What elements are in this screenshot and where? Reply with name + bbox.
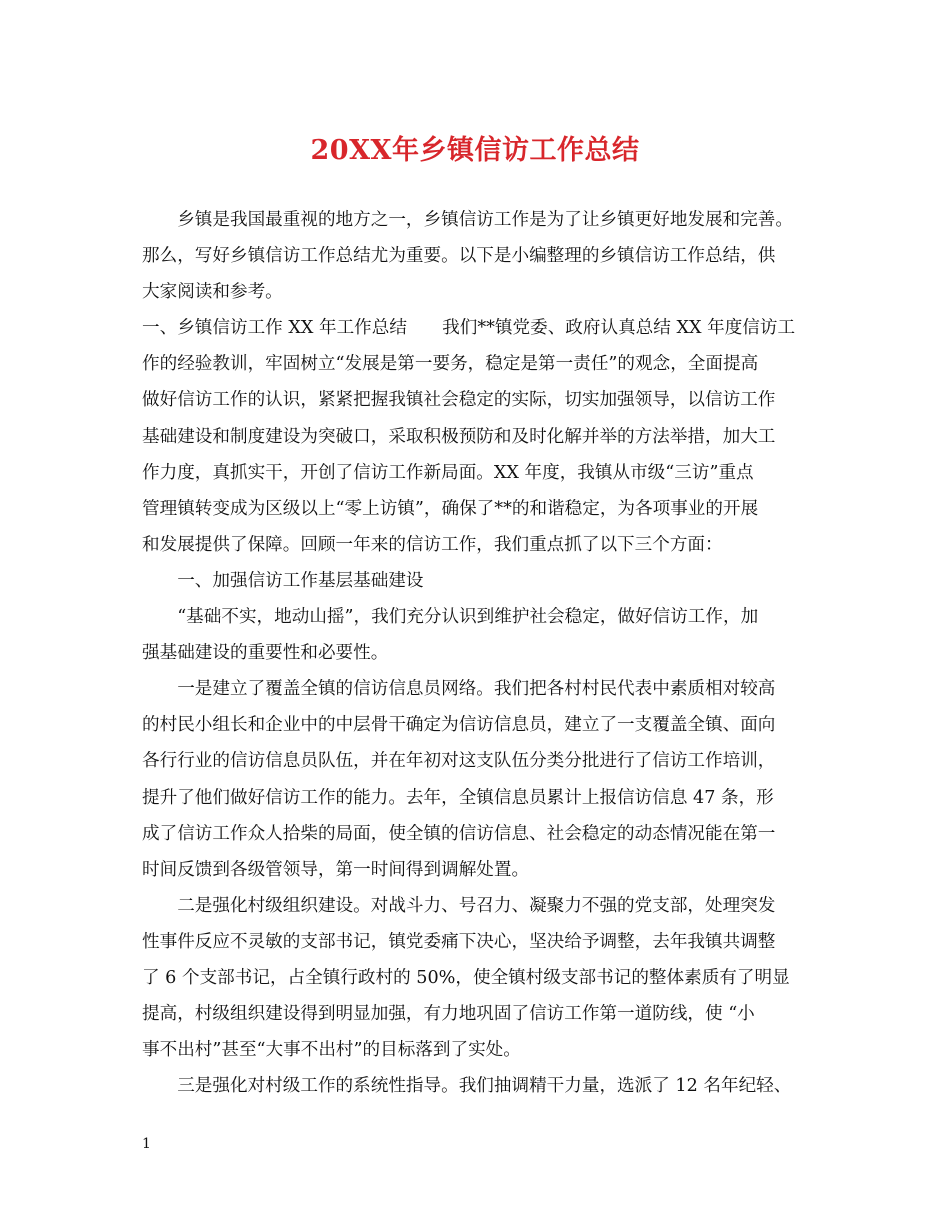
paragraph [142, 888, 818, 1068]
text-line: 基础建设和制度建设为突破口，采取积极预防和及时化解并举的方法举措，加大工 [142, 426, 776, 447]
text-line: 提高，村级组织建设得到明显加强，有力地巩固了信访工作第一道防线，使 “小 [142, 1004, 755, 1025]
text-line: 管理镇转变成为区级以上“零上访镇”，确保了**的和谐稳定，为各项事业的开展 [142, 498, 759, 519]
text-line: 事不出村”甚至“大事不出村”的目标落到了实处。 [142, 1040, 521, 1061]
text-line: 和发展提供了保障。回顾一年来的信访工作，我们重点抓了以下三个方面： [142, 534, 723, 555]
text-line: 三是强化对村级工作的系统性指导。我们抽调精干力量，选派了 12 名年纪轻、 [177, 1076, 792, 1097]
page-number: 1 [142, 1136, 151, 1152]
paragraph [142, 310, 818, 563]
text-line: 那么，写好乡镇信访工作总结尤为重要。以下是小编整理的乡镇信访工作总结，供 [142, 246, 776, 267]
text-line: “基础不实，地动山摇”，我们充分认识到维护社会稳定，做好信访工作，加 [177, 607, 759, 628]
text-line: 一、乡镇信访工作 XX 年工作总结 我们**镇党委、政府认真总结 XX 年度信访工 [142, 318, 796, 339]
text-line: 性事件反应不灵敏的支部书记，镇党委痛下决心，坚决给予调整，去年我镇共调整 [142, 931, 776, 952]
text-line: 一、加强信访工作基层基础建设 [177, 570, 424, 591]
text-line: 强基础建设的重要性和必要性。 [142, 643, 389, 664]
paragraph [142, 563, 818, 599]
text-line: 大家阅读和参考。 [142, 282, 283, 303]
paragraph [142, 202, 818, 310]
text-line: 二是强化村级组织建设。对战斗力、号召力、凝聚力不强的党支部，处理突发 [177, 895, 776, 916]
text-line: 一是建立了覆盖全镇的信访信息员网络。我们把各村村民代表中素质相对较高 [177, 679, 776, 700]
text-line: 提升了他们做好信访工作的能力。去年，全镇信息员累计上报信访信息 47 条，形 [142, 787, 774, 808]
paragraph [142, 671, 818, 888]
text-line: 各行行业的信访信息员队伍，并在年初对这支队伍分类分批进行了信访工作培训， [142, 751, 776, 772]
text-line: 的村民小组长和企业中的中层骨干确定为信访信息员，建立了一支覆盖全镇、面向 [142, 715, 776, 736]
document-body [142, 202, 818, 1104]
document-title: 20XX年乡镇信访工作总结 [310, 135, 640, 166]
paragraph [142, 1068, 818, 1104]
text-line: 做好信访工作的认识，紧紧把握我镇社会稳定的实际，切实加强领导，以信访工作 [142, 390, 776, 411]
paragraph [142, 599, 818, 671]
text-line: 成了信访工作众人拾柴的局面，使全镇的信访信息、社会稳定的动态情况能在第一 [142, 823, 776, 844]
text-line: 作力度，真抓实干，开创了信访工作新局面。XX 年度，我镇从市级“三访”重点 [142, 462, 754, 483]
text-line: 了 6 个支部书记，占全镇行政村的 50%，使全镇村级支部书记的整体素质有了明显 [142, 967, 790, 988]
text-line: 乡镇是我国最重视的地方之一，乡镇信访工作是为了让乡镇更好地发展和完善。 [177, 210, 793, 230]
text-line: 时间反馈到各级管领导，第一时间得到调解处置。 [142, 859, 530, 880]
text-line: 作的经验教训，牢固树立“发展是第一要务，稳定是第一责任”的观念，全面提高 [142, 354, 759, 375]
